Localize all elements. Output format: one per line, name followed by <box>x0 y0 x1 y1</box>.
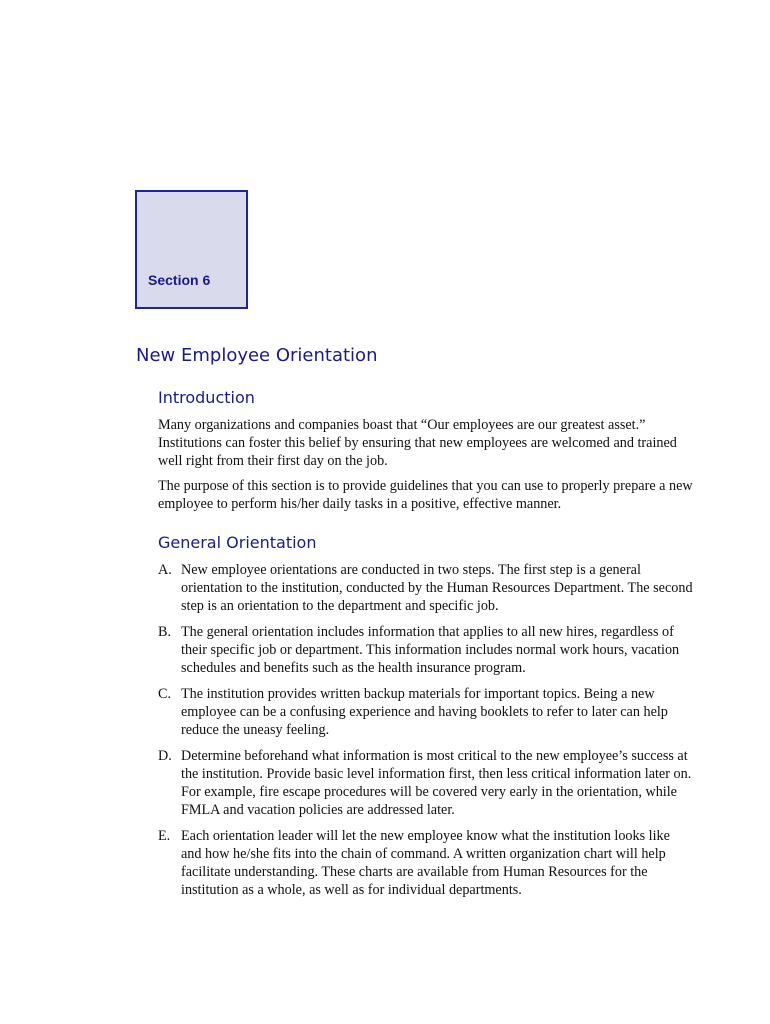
section-box <box>135 190 248 309</box>
introduction-paragraph-2: The purpose of this section is to provide guidelines that you can use to properly prepare a new employee to perform his/her daily tasks in a positive, effective manner. <box>158 478 693 512</box>
list-item-text: New employee orientations are conducted in two steps. The first step is a general orientation to the institution, conducted by the Human Resources Department. The second step is an orientation to the department and specific job. <box>181 562 693 614</box>
page-title: New Employee Orientation <box>136 345 378 366</box>
list-item-text: Determine beforehand what information is most critical to the new employee’s success at the institution. Provide basic level information first, then less critical information later on. For example, fire escape procedures will be covered very early in the orientation, while FMLA and vacation policies are addressed later. <box>181 748 692 818</box>
list-item-b <box>158 623 693 677</box>
list-item-c <box>158 685 693 739</box>
list-item-a <box>158 561 693 615</box>
introduction-heading: Introduction <box>158 388 255 407</box>
introduction-paragraph-1: Many organizations and companies boast that “Our employees are our greatest asset.” Institutions can foster this belief by ensuring that new employees are welcomed and trained well right from their first day on the job. <box>158 417 677 469</box>
list-item-d <box>158 747 693 819</box>
list-item-letter: A. <box>158 562 172 578</box>
list-item-letter: C. <box>158 686 172 702</box>
list-item-text: Each orientation leader will let the new employee know what the institution looks like and how he/she fits into the chain of command. A written organization chart will help facilitate understanding. These charts are available from Human Resources for the institution as a whole, as well as for individual departments. <box>181 828 670 898</box>
general-orientation-heading: General Orientation <box>158 533 317 552</box>
list-item-text: The general orientation includes information that applies to all new hires, regardless of their specific job or department. This information includes normal work hours, vacation schedules and benefits such as the health insurance program. <box>181 624 680 676</box>
orientation-steps-list <box>158 561 693 907</box>
list-item-letter: B. <box>158 624 172 640</box>
list-item-letter: E. <box>158 828 171 844</box>
section-label: Section 6 <box>148 272 211 288</box>
list-item-text: The institution provides written backup materials for important topics. Being a new employee can be a confusing experience and having booklets to refer to later can help reduce the uneasy feeling. <box>181 686 668 738</box>
list-item-letter: D. <box>158 748 172 764</box>
list-item-e <box>158 827 693 899</box>
